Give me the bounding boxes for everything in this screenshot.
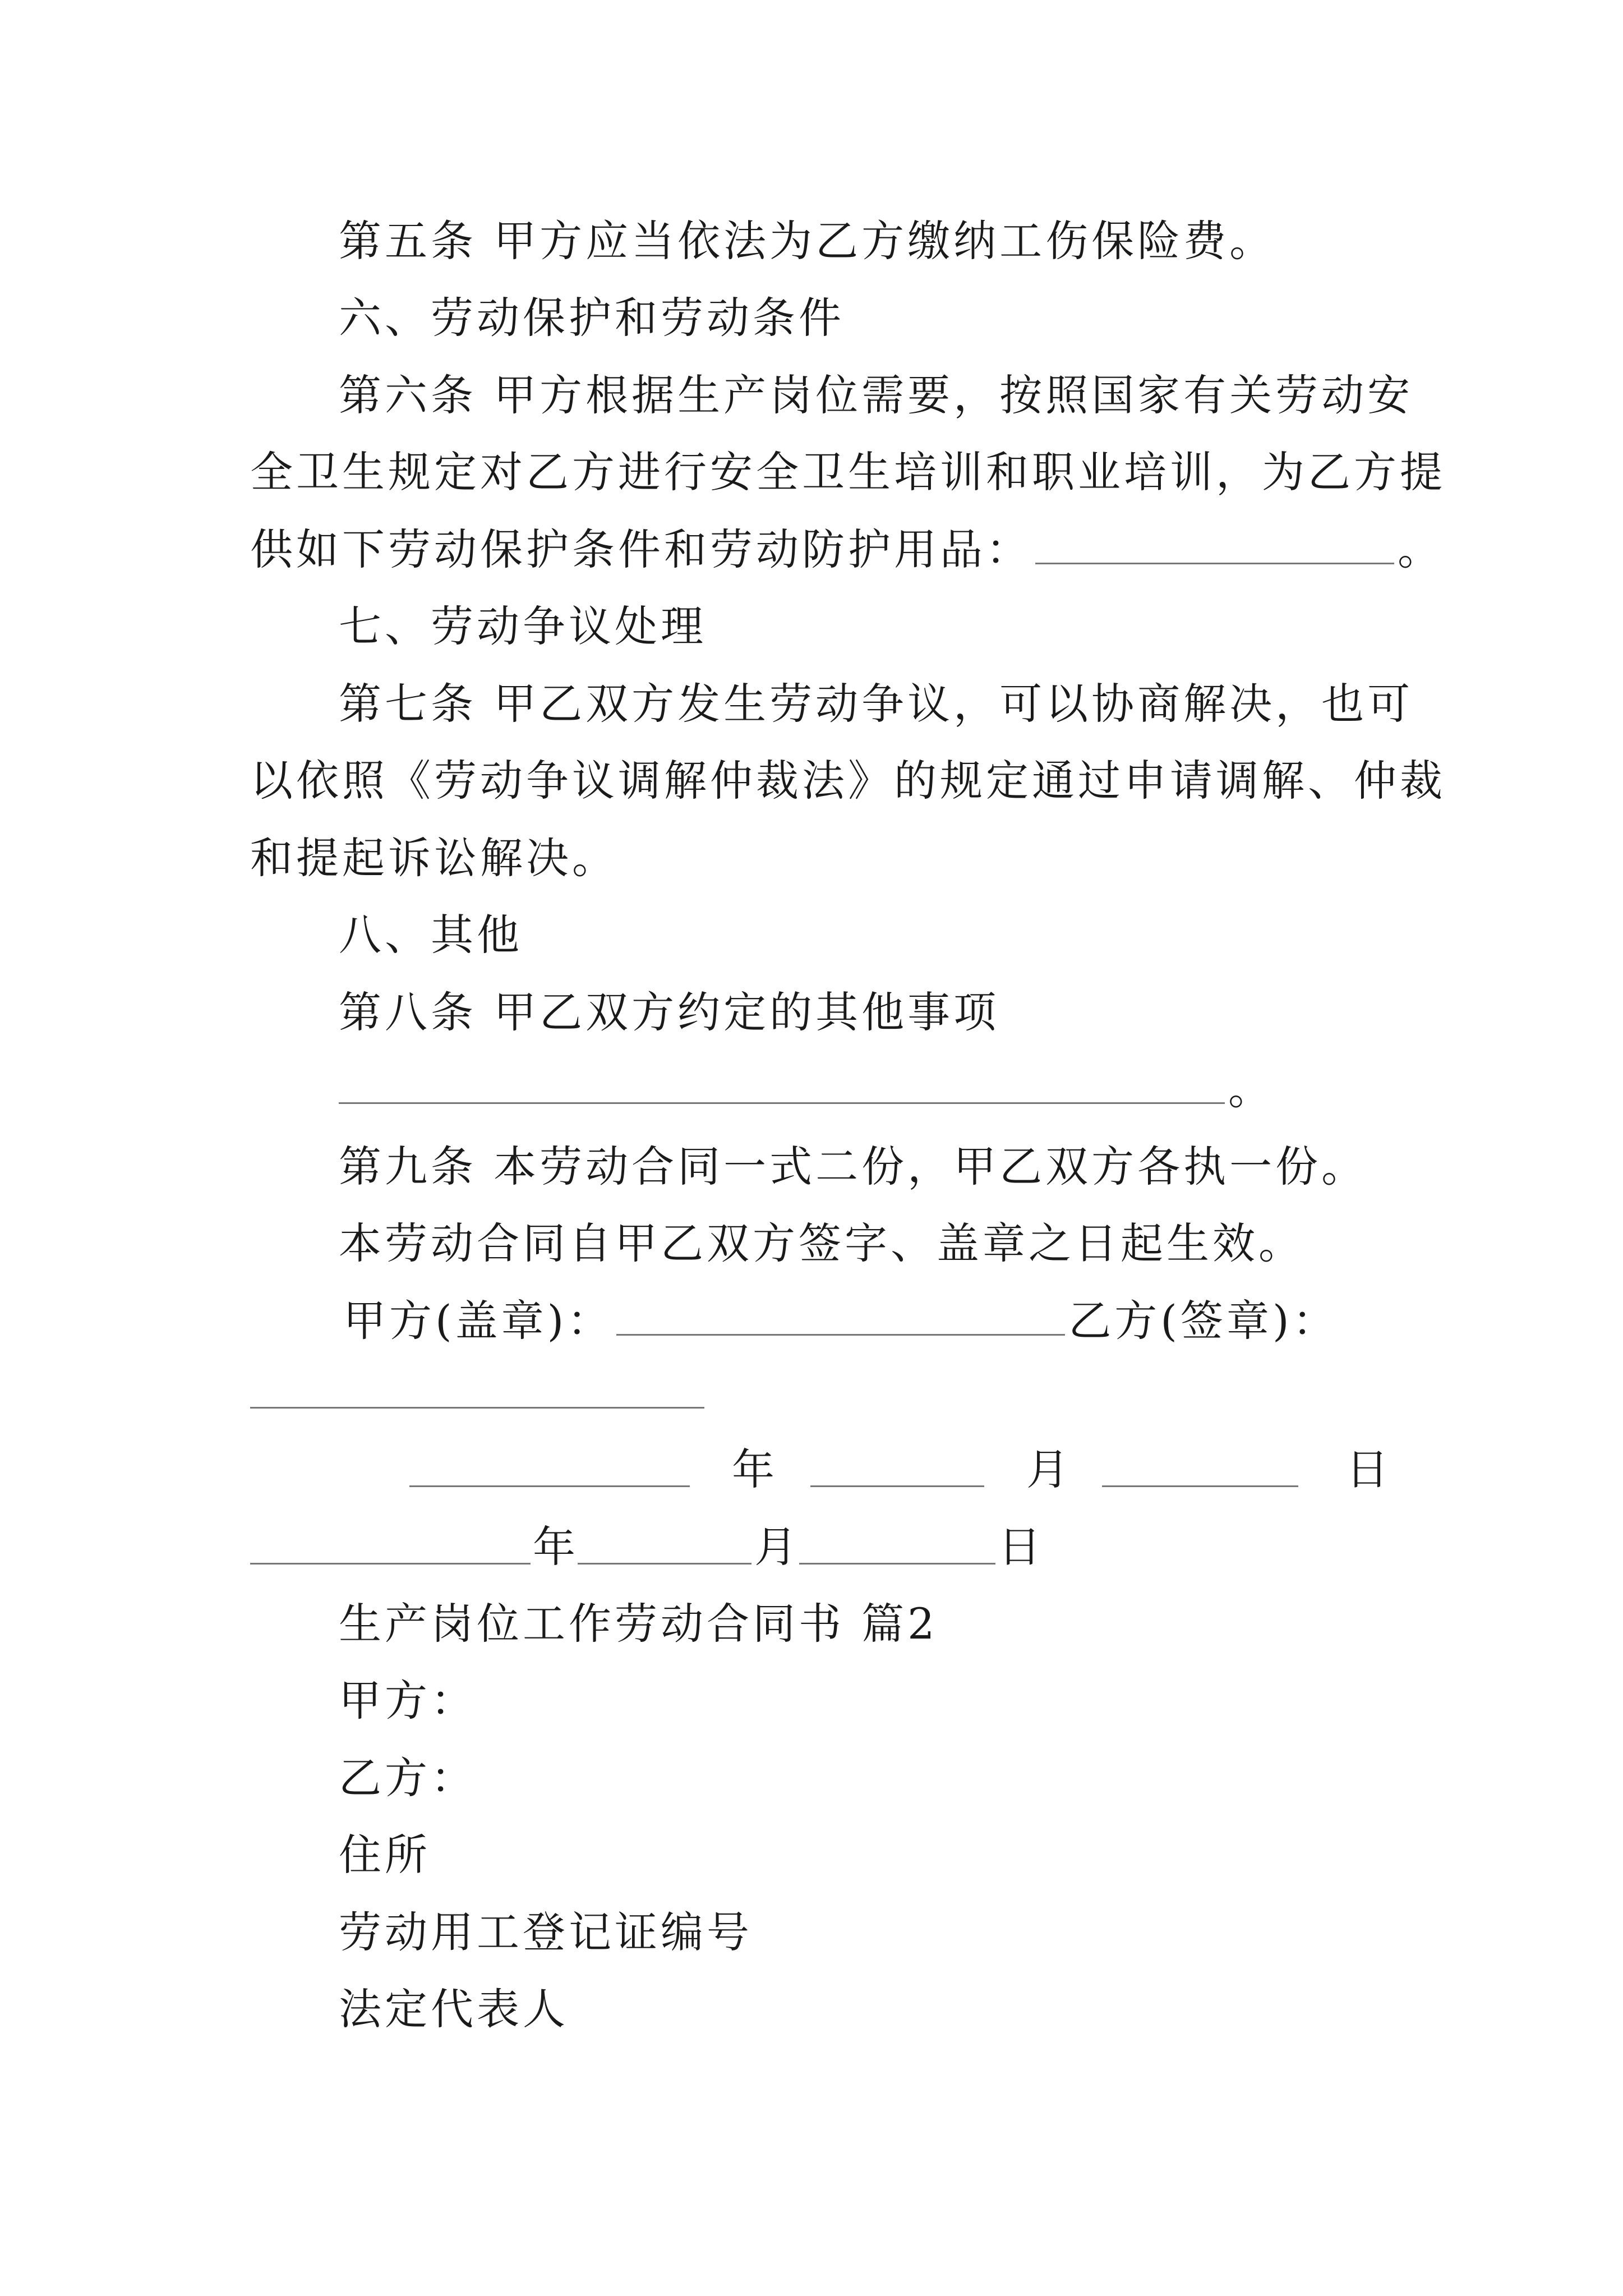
residence-label: 住所 — [339, 1830, 431, 1880]
other-matters-blank — [339, 1063, 1225, 1104]
legal-representative-label: 法定代表人 — [339, 1984, 569, 2034]
date-a-month-label: 月 — [1026, 1444, 1069, 1494]
article-8-end: 。 — [1228, 1064, 1274, 1114]
protection-blank — [1035, 523, 1394, 564]
party-b-sign-blank — [250, 1407, 704, 1409]
article-6-line-1: 第六条 甲方根据生产岗位需要，按照国家有关劳动安 — [339, 370, 1414, 420]
effective-clause: 本劳动合同自甲乙双方签字、盖章之日起生效。 — [339, 1218, 1304, 1268]
section-6-heading: 六、劳动保护和劳动条件 — [339, 293, 845, 343]
article-7-line-2: 以依照《劳动争议调解仲裁法》的规定通过申请调解、仲裁 — [250, 756, 1446, 806]
article-6-line-3-text: 供如下劳动保护条件和劳动防护用品： — [250, 524, 1032, 574]
contract-title-part-2: 生产岗位工作劳动合同书 篇2 — [339, 1599, 938, 1649]
date-b-year-blank — [250, 1563, 531, 1565]
party-a-seal-blank — [616, 1295, 1065, 1336]
article-6-line-3-end: 。 — [1398, 524, 1444, 574]
date-b-year-label: 年 — [533, 1522, 575, 1572]
article-8: 第八条 甲乙双方约定的其他事项 — [339, 987, 1000, 1037]
section-7-heading: 七、劳动争议处理 — [339, 601, 707, 651]
article-6-line-2: 全卫生规定对乙方进行安全卫生培训和职业培训，为乙方提 — [250, 447, 1446, 497]
section-8-heading: 八、其他 — [339, 910, 523, 960]
date-a-day-label: 日 — [1346, 1444, 1389, 1494]
article-7-line-3: 和提起诉讼解决。 — [250, 833, 618, 883]
party-a-label: 甲方： — [339, 1676, 477, 1726]
date-a-month-blank — [810, 1485, 984, 1487]
article-6-line-3 — [250, 522, 1444, 578]
article-9: 第九条 本劳动合同一式二份，甲乙双方各执一份。 — [339, 1142, 1368, 1191]
party-b-label: 乙方： — [339, 1753, 477, 1803]
article-7-line-1: 第七条 甲乙双方发生劳动争议，可以协商解决，也可 — [339, 679, 1414, 729]
signature-line — [343, 1293, 1339, 1349]
party-b-sign-label: 乙方(签章)： — [1068, 1296, 1339, 1346]
article-5: 第五条 甲方应当依法为乙方缴纳工伤保险费。 — [339, 216, 1276, 266]
date-b-month-label: 月 — [754, 1522, 797, 1572]
date-b-day-label: 日 — [998, 1522, 1041, 1572]
article-8-blank-line — [339, 1061, 1274, 1117]
date-a-year-blank — [409, 1485, 690, 1487]
date-a-day-blank — [1102, 1485, 1298, 1487]
registration-number-label: 劳动用工登记证编号 — [339, 1907, 753, 1957]
date-a-year-label: 年 — [732, 1444, 774, 1494]
date-b-day-blank — [799, 1563, 995, 1565]
party-a-seal-label: 甲方(盖章)： — [343, 1296, 614, 1346]
date-b-month-blank — [578, 1563, 751, 1565]
